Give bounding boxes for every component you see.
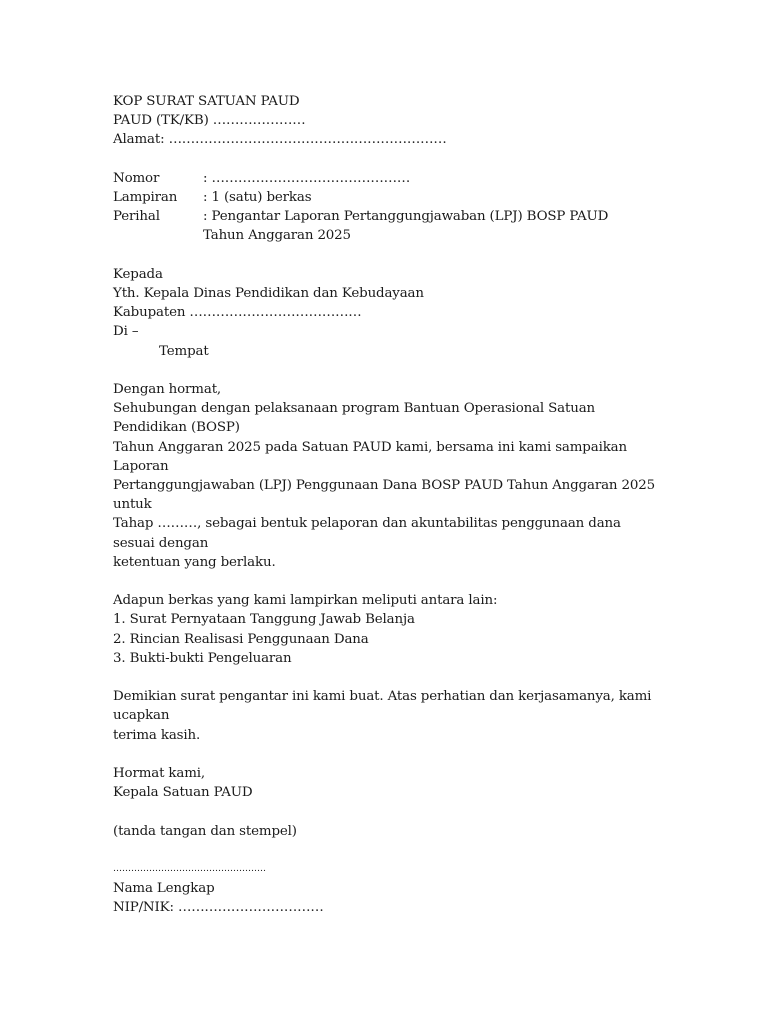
nomor-value: : ……………………………………… [203,170,411,186]
lampiran-label: Lampiran [113,190,178,205]
paragraph-main: Sehubungan dengan pelaksanaan program Bantuan Operasional Satuan Pendidikan (BOSP) Tahun Anggaran 2025 pada Satuan PAUD kami, bersama ini kami sampaikan Laporan Pertanggungjawaban (LPJ) Penggunaan Dana BOSP PAUD Tahun Anggaran 2025 untuk Tahap ………, sebagai bentuk pelaporan dan akuntabilitas penggunaan dana sesuai dengan ketentuan yang berlaku. [113,401,655,570]
spacer [113,246,658,265]
attachment-item: 2. Rincian Realisasi Penggunaan Dana [113,631,369,647]
letterhead-title: KOP SURAT SATUAN PAUD [113,94,300,109]
nomor-label: Nomor [113,170,160,186]
letterhead-unit: PAUD (TK/KB) ………………… [113,113,306,129]
spacer [113,802,658,821]
lampiran-value: : 1 (satu) berkas [203,190,312,205]
attachment-item: 1. Surat Pernyataan Tanggung Jawab Belanja [113,612,415,628]
signature-note: (tanda tangan dan stempel) [113,823,297,839]
spacer [113,150,658,169]
meta-nomor-row [113,169,658,188]
spacer [113,668,658,687]
meta-lampiran-row [113,188,658,207]
spacer [113,745,658,764]
recipient-di: Di – [113,324,139,340]
recipient-kepada: Kepada [113,266,163,282]
attachment-item: 3. Bukti-bukti Pengeluaran [113,650,292,666]
greeting: Dengan hormat, [113,382,222,397]
perihal-value-continued: Tahun Anggaran 2025 [203,228,351,244]
closing-paragraph: Demikian surat pengantar ini kami buat. Atas perhatian dan kerjasamanya, kami ucapkan terima kasih. [113,689,652,743]
spacer [113,361,658,380]
perihal-value: : Pengantar Laporan Pertanggungjawaban (LPJ) BOSP PAUD [203,209,609,225]
spacer [113,841,658,860]
letter-body [113,92,658,918]
signature-line: …………………………………………… [113,864,266,874]
attachments-intro: Adapun berkas yang kami lampirkan meliputi antara lain: [113,593,498,609]
meta-perihal-row [113,207,658,226]
letterhead-address: Alamat: ……………………………………………………… [113,132,447,148]
recipient-kabupaten: Kabupaten ………………………………… [113,305,362,321]
spacer [113,572,658,591]
signer-name: Nama Lengkap [113,881,215,897]
recipient-tempat: Tempat [159,343,209,359]
signature-hormat: Hormat kami, [113,766,205,782]
recipient-yth: Yth. Kepala Dinas Pendidikan dan Kebudayaan [113,286,424,301]
perihal-label: Perihal [113,209,160,225]
signature-position: Kepala Satuan PAUD [113,785,253,801]
signer-nip: NIP/NIK: …………………………… [113,900,324,916]
